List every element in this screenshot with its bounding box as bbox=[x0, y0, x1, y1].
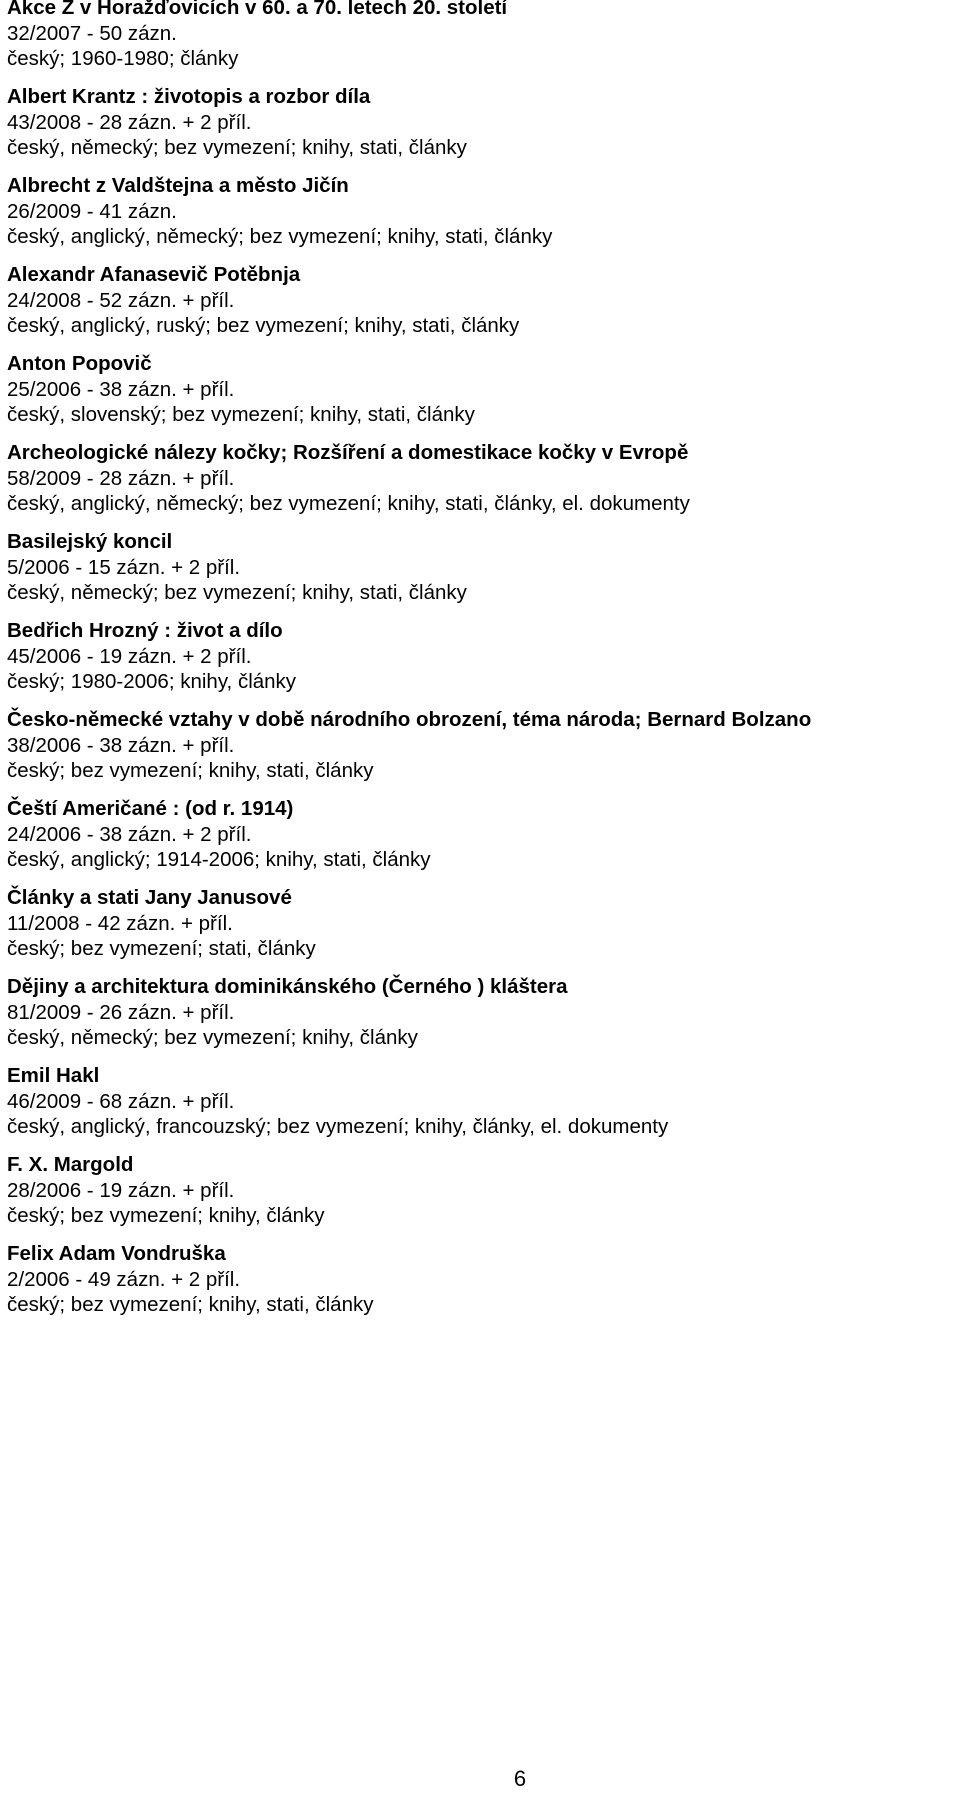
entry-record-count: 24/2008 - 52 zázn. + příl. bbox=[7, 289, 235, 312]
list-item bbox=[7, 350, 960, 428]
list-item bbox=[7, 172, 960, 250]
entry-title: Albrecht z Valdštejna a město Jičín bbox=[7, 174, 349, 197]
list-item bbox=[7, 617, 960, 695]
entry-title: Články a stati Jany Janusové bbox=[7, 886, 292, 909]
entry-title: F. X. Margold bbox=[7, 1153, 134, 1176]
entry-language-period-type: český, anglický, francouzský; bez vymezení; knihy, články, el. dokumenty bbox=[7, 1115, 669, 1138]
entry-record-count: 58/2009 - 28 zázn. + příl. bbox=[7, 467, 235, 490]
entry-title: Emil Hakl bbox=[7, 1064, 100, 1087]
entry-language-period-type: český; bez vymezení; stati, články bbox=[7, 937, 316, 960]
entry-language-period-type: český, německý; bez vymezení; knihy, články bbox=[7, 1026, 418, 1049]
list-item bbox=[7, 528, 960, 606]
entry-title: Čeští Američané : (od r. 1914) bbox=[7, 797, 294, 820]
entry-record-count: 5/2006 - 15 zázn. + 2 příl. bbox=[7, 556, 241, 579]
list-item bbox=[7, 973, 960, 1051]
entry-title: Bedřich Hrozný : život a dílo bbox=[7, 619, 283, 642]
entry-record-count: 25/2006 - 38 zázn. + příl. bbox=[7, 378, 235, 401]
entry-title: Archeologické nálezy kočky; Rozšíření a domestikace kočky v Evropě bbox=[7, 441, 689, 464]
entry-record-count: 45/2006 - 19 zázn. + 2 příl. bbox=[7, 645, 252, 668]
entry-language-period-type: český; 1960-1980; články bbox=[7, 47, 239, 70]
entry-language-period-type: český, anglický, německý; bez vymezení; knihy, stati, články bbox=[7, 225, 553, 248]
list-item bbox=[7, 706, 960, 784]
entry-record-count: 26/2009 - 41 zázn. bbox=[7, 200, 177, 223]
page-number: 6 bbox=[513, 1766, 527, 1791]
list-item bbox=[7, 884, 960, 962]
entry-title: Dějiny a architektura dominikánského (Černého ) kláštera bbox=[7, 975, 568, 998]
entry-record-count: 46/2009 - 68 zázn. + příl. bbox=[7, 1090, 235, 1113]
entry-language-period-type: český, německý; bez vymezení; knihy, stati, články bbox=[7, 581, 467, 604]
entry-record-count: 28/2006 - 19 zázn. + příl. bbox=[7, 1179, 235, 1202]
entry-language-period-type: český, anglický, ruský; bez vymezení; knihy, stati, články bbox=[7, 314, 520, 337]
entry-title: Alexandr Afanasevič Potěbnja bbox=[7, 263, 301, 286]
entry-title: Felix Adam Vondruška bbox=[7, 1242, 226, 1265]
entry-title: Anton Popovič bbox=[7, 352, 152, 375]
list-item bbox=[7, 439, 960, 517]
entry-language-period-type: český, anglický, německý; bez vymezení; knihy, stati, články, el. dokumenty bbox=[7, 492, 690, 515]
list-item bbox=[7, 1240, 960, 1318]
list-item bbox=[7, 0, 960, 72]
entry-record-count: 81/2009 - 26 zázn. + příl. bbox=[7, 1001, 235, 1024]
entry-language-period-type: český; bez vymezení; knihy, články bbox=[7, 1204, 325, 1227]
entry-language-period-type: český; 1980-2006; knihy, články bbox=[7, 670, 297, 693]
entry-language-period-type: český, anglický; 1914-2006; knihy, stati, články bbox=[7, 848, 431, 871]
entry-language-period-type: český; bez vymezení; knihy, stati, články bbox=[7, 759, 374, 782]
list-item bbox=[7, 1151, 960, 1229]
entry-record-count: 38/2006 - 38 zázn. + příl. bbox=[7, 734, 235, 757]
entry-record-count: 43/2008 - 28 zázn. + 2 příl. bbox=[7, 111, 252, 134]
entry-language-period-type: český; bez vymezení; knihy, stati, články bbox=[7, 1293, 374, 1316]
entry-title: Česko-německé vztahy v době národního obrození, téma národa; Bernard Bolzano bbox=[7, 708, 812, 731]
entry-title: Basilejský koncil bbox=[7, 530, 173, 553]
list-item bbox=[7, 261, 960, 339]
entry-record-count: 11/2008 - 42 zázn. + příl. bbox=[7, 912, 233, 935]
entry-list bbox=[7, 0, 960, 1329]
list-item bbox=[7, 795, 960, 873]
entry-record-count: 24/2006 - 38 zázn. + 2 příl. bbox=[7, 823, 252, 846]
entry-title: Albert Krantz : životopis a rozbor díla bbox=[7, 85, 371, 108]
entry-language-period-type: český, slovenský; bez vymezení; knihy, stati, články bbox=[7, 403, 475, 426]
entry-record-count: 32/2007 - 50 zázn. bbox=[7, 22, 177, 45]
entry-title: Akce Z v Horažďovicích v 60. a 70. letech 20. století bbox=[7, 0, 508, 19]
entry-record-count: 2/2006 - 49 zázn. + 2 příl. bbox=[7, 1268, 241, 1291]
entry-language-period-type: český, německý; bez vymezení; knihy, stati, články bbox=[7, 136, 467, 159]
list-item bbox=[7, 83, 960, 161]
list-item bbox=[7, 1062, 960, 1140]
